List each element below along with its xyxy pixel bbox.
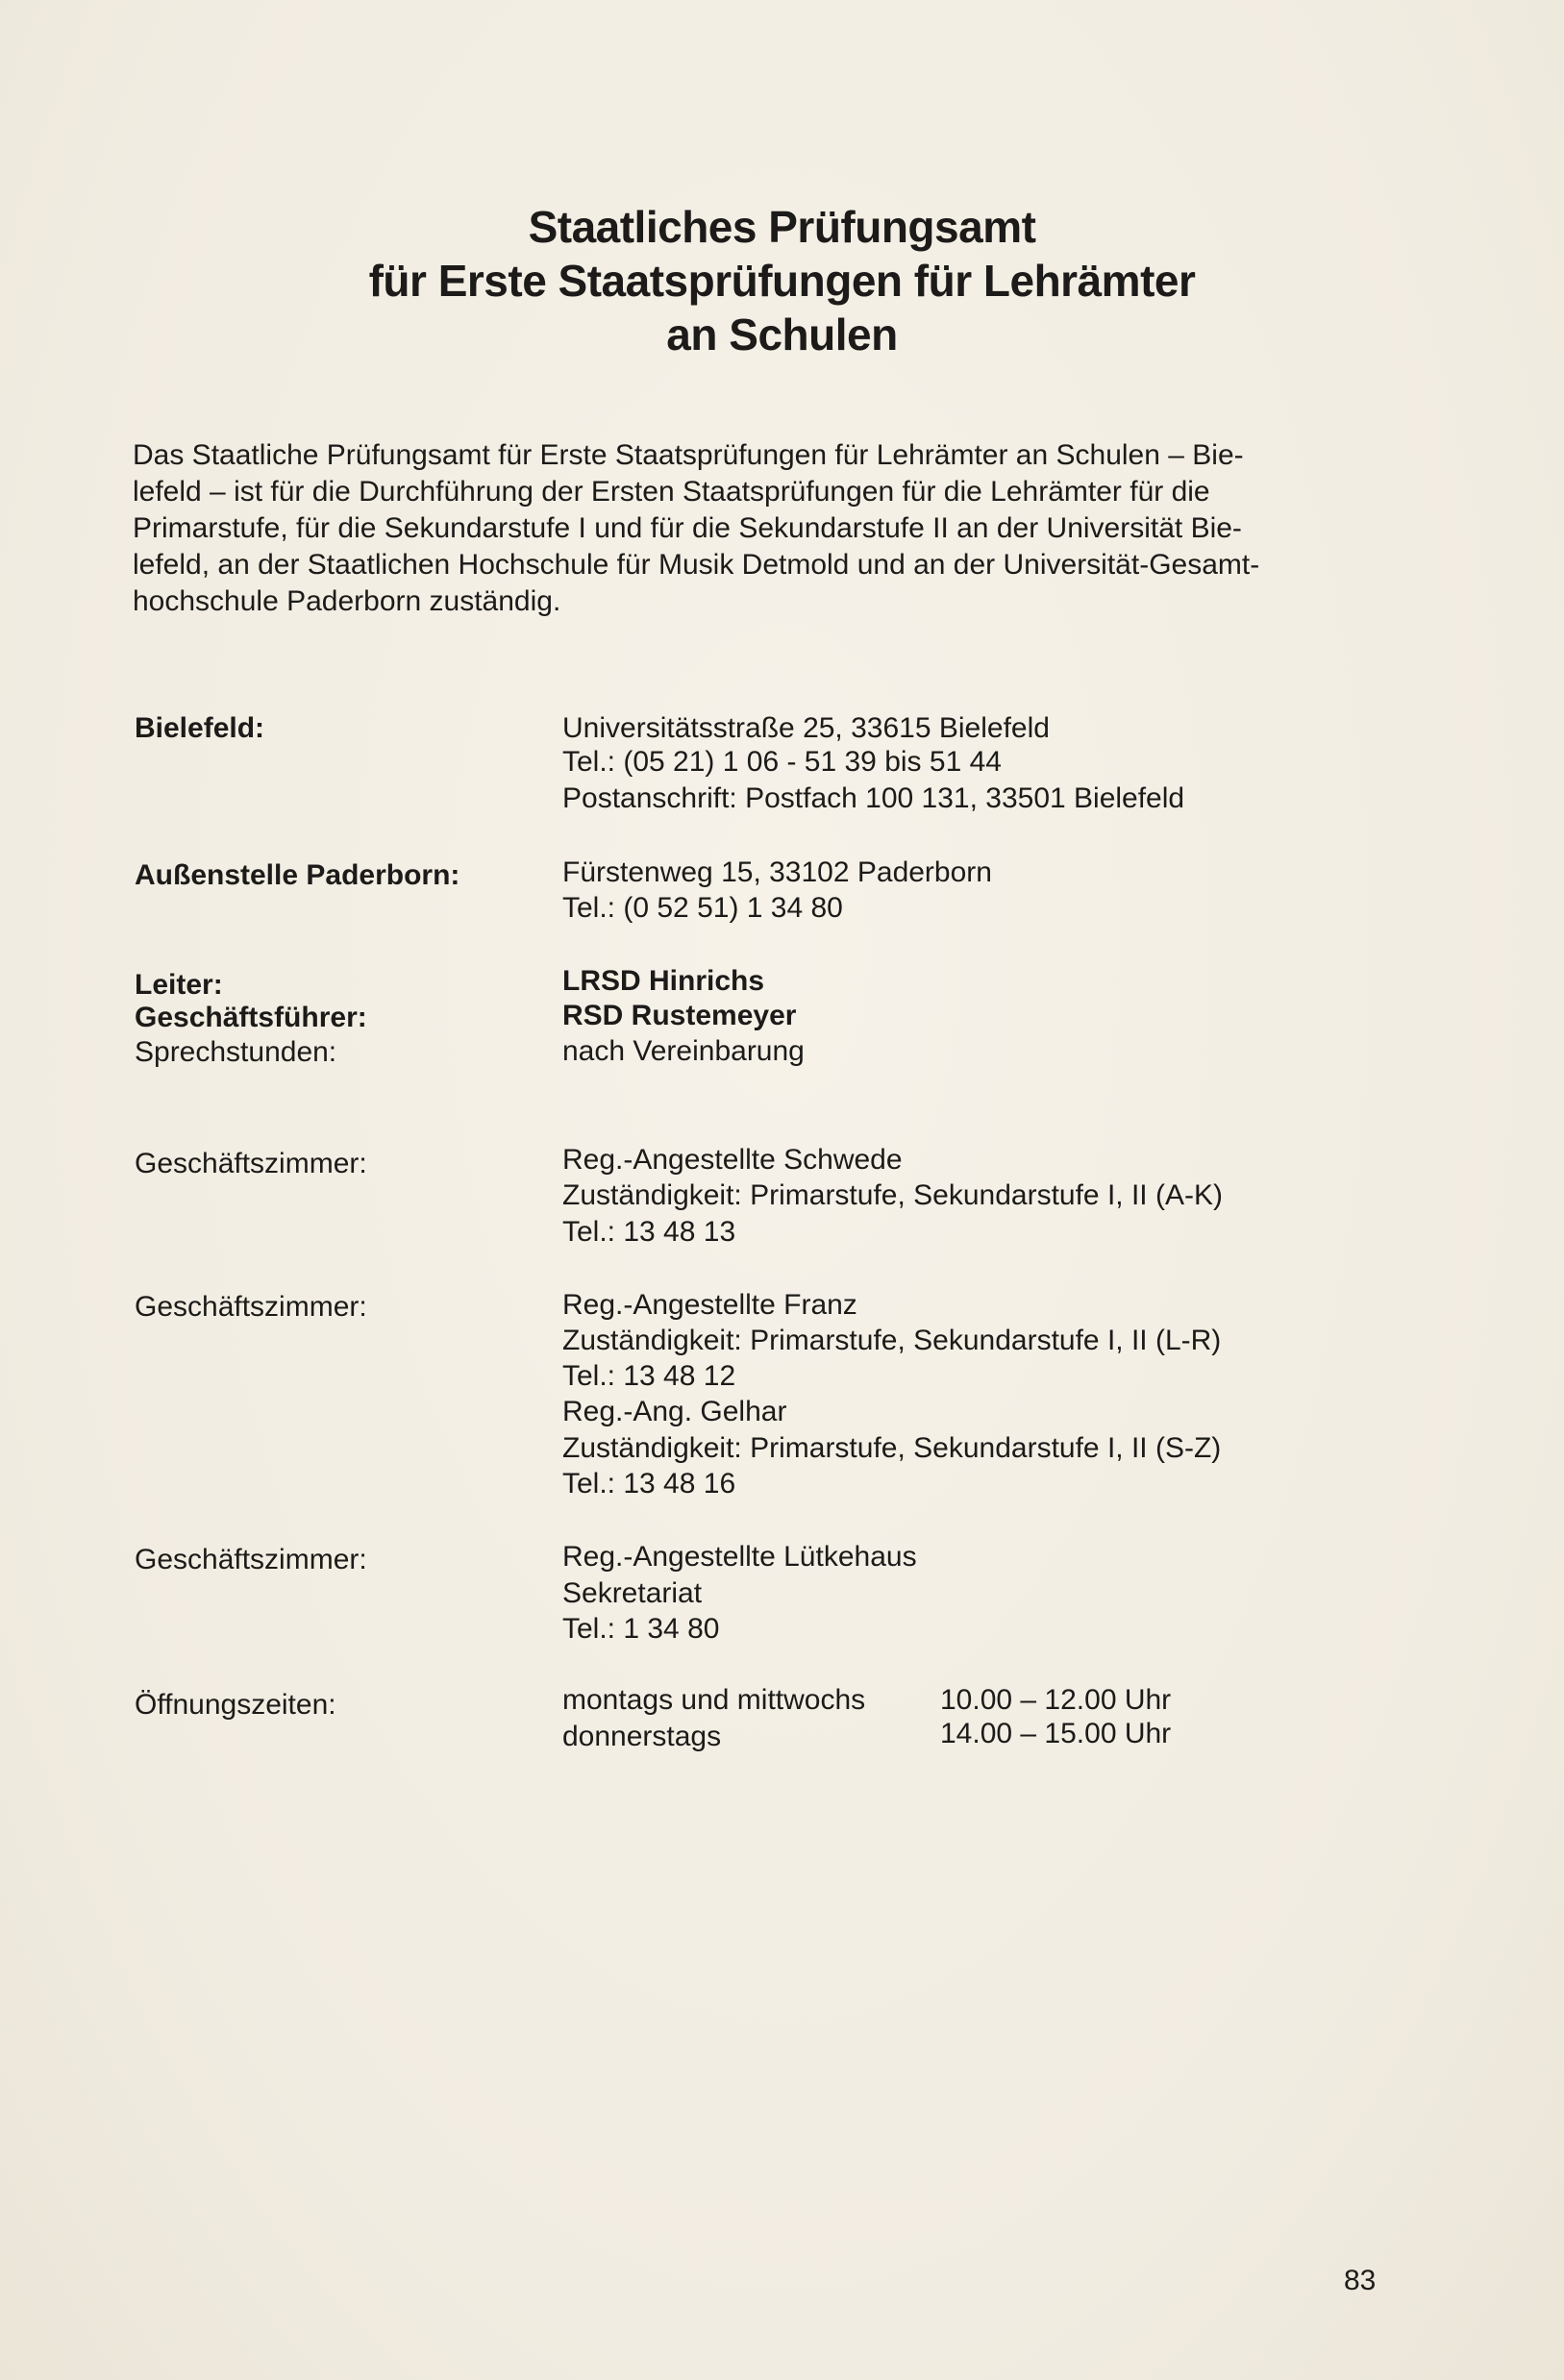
paderborn-phone: Tel.: (0 52 51) 1 34 80 xyxy=(562,892,843,924)
office-3-name: Reg.-Angestellte Lütkehaus xyxy=(562,1541,917,1573)
page-title xyxy=(0,200,1564,361)
intro-line-5: hochschule Paderborn zuständig. xyxy=(133,585,561,617)
office-2-scope: Zuständigkeit: Primarstufe, Sekundarstufe I, II (L-R) xyxy=(562,1325,1222,1356)
hours-days-2: donnerstags xyxy=(562,1721,722,1752)
leiter-value: LRSD Hinrichs xyxy=(562,965,765,997)
bielefeld-postal-address: Postanschrift: Postfach 100 131, 33501 Bielefeld xyxy=(562,782,1185,814)
geschaeftsfuehrer-value: RSD Rustemeyer xyxy=(562,1000,797,1031)
leiter-label: Leiter: xyxy=(135,969,223,1001)
office-2-label: Geschäftszimmer: xyxy=(135,1291,367,1323)
office-2-phone: Tel.: 13 48 12 xyxy=(562,1360,736,1392)
intro-paragraph xyxy=(133,437,1373,620)
paderborn-label: Außenstelle Paderborn: xyxy=(135,859,460,891)
intro-line-1: Das Staatliche Prüfungsamt für Erste Staatsprüfungen für Lehrämter an Schulen – Bie- xyxy=(133,439,1244,471)
hours-days-1: montags und mittwochs xyxy=(562,1684,866,1716)
office-1-label: Geschäftszimmer: xyxy=(135,1148,367,1179)
office-3-role: Sekretariat xyxy=(562,1577,703,1609)
page-number: 83 xyxy=(1344,2265,1377,2296)
title-line-3: an Schulen xyxy=(666,310,898,359)
title-line-1: Staatliches Prüfungsamt xyxy=(528,202,1036,252)
hours-time-2: 14.00 – 15.00 Uhr xyxy=(940,1718,1172,1749)
office-1-phone: Tel.: 13 48 13 xyxy=(562,1216,736,1248)
office-3-label: Geschäftszimmer: xyxy=(135,1544,367,1575)
office-3-phone: Tel.: 1 34 80 xyxy=(562,1613,720,1645)
hours-time-1: 10.00 – 12.00 Uhr xyxy=(940,1684,1172,1716)
office-1-name: Reg.-Angestellte Schwede xyxy=(562,1144,903,1176)
intro-line-2: lefeld – ist für die Durchführung der Ersten Staatsprüfungen für die Lehrämter für die xyxy=(133,476,1210,508)
sprechstunden-value: nach Vereinbarung xyxy=(562,1035,805,1067)
bielefeld-phone: Tel.: (05 21) 1 06 - 51 39 bis 51 44 xyxy=(562,746,1002,778)
bielefeld-address: Universitätsstraße 25, 33615 Bielefeld xyxy=(562,712,1050,744)
office-2-scope-2: Zuständigkeit: Primarstufe, Sekundarstufe I, II (S-Z) xyxy=(562,1432,1222,1464)
office-2-phone-2: Tel.: 13 48 16 xyxy=(562,1468,736,1500)
bielefeld-label: Bielefeld: xyxy=(135,712,265,744)
office-1-scope: Zuständigkeit: Primarstufe, Sekundarstufe I, II (A-K) xyxy=(562,1179,1223,1211)
geschaeftsfuehrer-label: Geschäftsführer: xyxy=(135,1002,367,1033)
paderborn-address: Fürstenweg 15, 33102 Paderborn xyxy=(562,856,992,888)
intro-line-4: lefeld, an der Staatlichen Hochschule für Musik Detmold und an der Universität-Gesamt- xyxy=(133,549,1260,581)
hours-label: Öffnungszeiten: xyxy=(135,1689,336,1721)
office-2-name-2: Reg.-Ang. Gelhar xyxy=(562,1396,787,1427)
office-2-name: Reg.-Angestellte Franz xyxy=(562,1289,857,1321)
title-line-2: für Erste Staatsprüfungen für Lehrämter xyxy=(368,256,1196,306)
intro-line-3: Primarstufe, für die Sekundarstufe I und für die Sekundarstufe II an der Universität Bie- xyxy=(133,512,1242,544)
sprechstunden-label: Sprechstunden: xyxy=(135,1036,337,1068)
